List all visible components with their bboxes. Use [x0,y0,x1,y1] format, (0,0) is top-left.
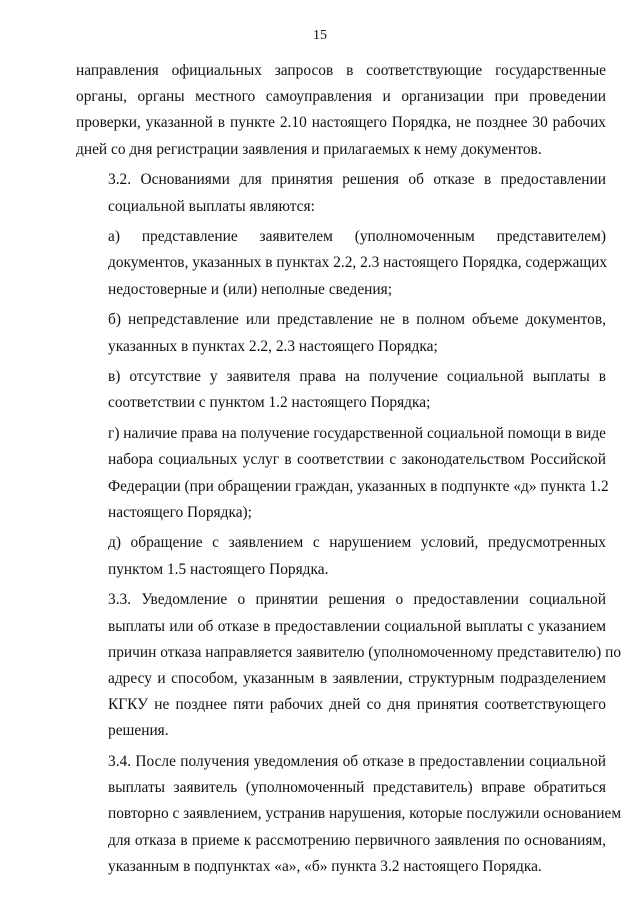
paragraph-3-3 [76,587,622,744]
text-line: пунктом 1.5 настоящего Порядка. [108,560,329,578]
paragraph-continuation [76,58,606,163]
text-line: органы, органы местного самоуправления и организации при проведении [76,88,606,106]
text-line: 3.4. После получения уведомления об отказе в предоставлении социальной [108,753,606,771]
text-line: выплаты заявитель (уполномоченный представитель) вправе обратиться [108,779,606,797]
text-line: причин отказа направляется заявителю (уполномоченному представителю) по [108,643,622,661]
text-line: указанным в подпунктах «а», «б» пункта 3.2 настоящего Порядка. [108,857,542,875]
text-line: повторно с заявлением, устранив нарушения, которые послужили основанием [108,805,622,823]
text-line: указанных в пунктах 2.2, 2.3 настоящего Порядка; [108,337,438,355]
text-line: а) представление заявителем (уполномоченным представителем) [108,228,606,246]
text-line: для отказа в приеме к рассмотрению первичного заявления по основаниям, [108,831,606,849]
text-line: социальной выплаты являются: [108,197,315,215]
text-line: в) отсутствие у заявителя права на получение социальной выплаты в [108,368,606,386]
text-line: документов, указанных в пунктах 2.2, 2.3 настоящего Порядка, содержащих [108,254,608,272]
text-line: направления официальных запросов в соответствующие государственные [76,62,606,79]
text-line: д) обращение с заявлением с нарушением условий, предусмотренных [108,534,606,552]
text-line: дней со дня регистрации заявления и прилагаемых к нему документов. [76,140,542,158]
text-line: 3.3. Уведомление о принятии решения о предоставлении социальной [108,591,606,609]
text-line: соответствии с пунктом 1.2 настоящего Порядка; [108,394,431,412]
text-line: выплаты или об отказе в предоставлении социальной выплаты с указанием [108,617,606,635]
paragraph-3-4 [76,749,622,880]
text-line: г) наличие права на получение государственной социальной помощи в виде [108,425,606,443]
text-line: решения. [108,722,169,740]
text-line: набора социальных услуг в соответствии с законодательством Российской [108,451,606,469]
document-body [76,58,622,885]
list-item-a [76,224,606,303]
list-item-g [76,421,609,526]
text-line: проверки, указанной в пункте 2.10 настоящего Порядка, не позднее 30 рабочих [76,114,606,132]
text-line: 3.2. Основаниями для принятия решения об отказе в предоставлении [108,171,606,189]
list-item-v [76,364,606,416]
text-line: Федерации (при обращении граждан, указанных в подпункте «д» пункта 1.2 [108,477,609,495]
text-line: настоящего Порядка); [108,503,252,521]
paragraph-3-2 [76,167,606,219]
list-item-b [76,307,606,359]
text-line: КГКУ не позднее пяти рабочих дней со дня принятия соответствующего [108,696,606,714]
list-item-d [76,530,606,582]
text-line: адресу и способом, указанным в заявлении, структурным подразделением [108,669,606,687]
page-number: 15 [313,28,327,43]
text-line: недостоверные и (или) неполные сведения; [108,280,392,298]
text-line: б) непредставление или представление не в полном объеме документов, [108,311,606,329]
